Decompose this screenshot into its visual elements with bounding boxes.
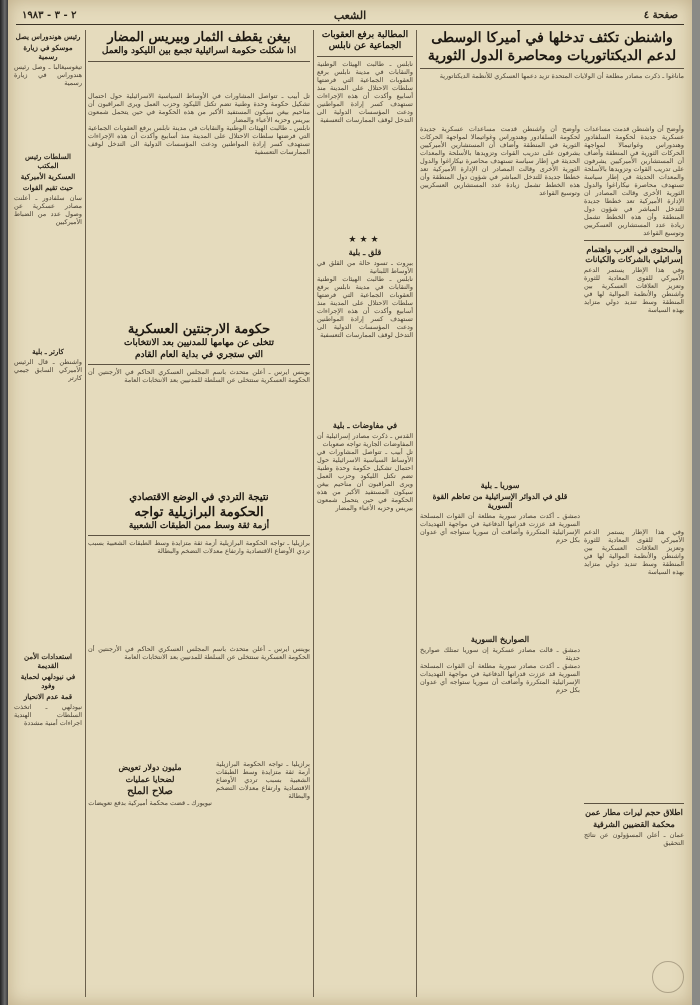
washington-text: وأوضح أن واشنطن قدمت مساعدات عسكرية جديدة لحكومة السلفادور وهندوراس وغواتيمالا لمواجهة الحركات الثورية في المنطقة وأضاف أن المستشارين الأميركيين يشرفون على تدريب القوات وتزويدها بالأسلحة والمعدات الحديثة في إطار سياسة تستهدف محاصرة نيكاراغوا والدول الثورية الأخرى وقالت المصادر ان الإدارة الأميركية تعد خططا جديدة للتدخل المباشر في شؤون دول المنطقة وأن هذه الخطط تشمل زيادة عدد المستشارين العسكريين وتوسيع القواعد <box>584 125 684 237</box>
misc-text: تيغوسيغالبا ـ وصل رئيس هندوراس في زيارة رسمية <box>14 63 82 87</box>
washington-text-cont: وفي هذا الإطار يستمر الدعم الأميركي للقوى المعادية للثورة وتعزيز العلاقات العسكرية بين واشنطن والأنظمة الموالية لها في المنطقة وسط تنديد دولي متزايد بهذه السياسة <box>584 528 684 576</box>
brazil-body <box>88 645 310 755</box>
begin-body <box>88 92 310 292</box>
begin-article-head <box>88 30 310 90</box>
salvador-text: سان سلفادور ـ أعلنت مصادر عسكرية عن وصول عدد من الضباط الأميركيين <box>14 194 82 226</box>
syria-text-cont: دمشق ـ أكدت مصادر سورية مطلعة أن القوات المسلحة السورية قد عززت قدراتها الدفاعية في مواجهة التهديدات الإسرائيلية المتكررة وأضافت أن سوريا ستواجه أي عدوان بكل حزم <box>420 662 580 694</box>
syria-article <box>420 125 580 475</box>
misc-headline-2: موسكو في زيارة رسمية <box>23 43 73 61</box>
divider <box>420 68 684 69</box>
compensation-text: نيويورك ـ قضت محكمة أميركية بدفع تعويضات <box>88 799 212 807</box>
officials-text: عمان ـ أعلن المسؤولون عن نتائج التحقيق <box>584 831 684 847</box>
negotiations-text: القدس ـ ذكرت مصادر إسرائيلية أن المفاوضات الجارية تواجه صعوبات <box>317 432 413 448</box>
sanctions-text-cont: نابلس ـ طالبت الهيئات الوطنية والنقابات في مدينة نابلس برفع العقوبات الجماعية التي فرضتها سلطات الاحتلال على المدينة منذ أسابيع وأكدت أن هذه الإجراءات تستهدف كسر إرادة المواطنين ودعت المؤسسات الدولية الى التدخل لوقف الممارسات التعسفية <box>317 275 413 339</box>
compensation-headline-1: مليون دولار تعويض <box>118 762 182 772</box>
argentina-article <box>88 322 310 472</box>
brazil-headline-3: أزمة ثقة وسط ممن الطبقات الشعبية <box>128 520 270 531</box>
syria-text: دمشق ـ أكدت مصادر سورية مطلعة أن القوات المسلحة السورية قد عززت قدراتها الدفاعية في مواجهة التهديدات الإسرائيلية المتكررة وأضافت أن سوريا ستواجه أي عدوان بكل حزم <box>420 512 580 544</box>
divider <box>88 535 310 536</box>
salvador-article <box>14 150 82 340</box>
argentina-subhead-1: تتخلى عن مهامها للمدنيين بعد الانتخابات <box>124 338 274 349</box>
divider <box>317 56 413 57</box>
binding-spine <box>0 0 8 1005</box>
library-stamp <box>652 961 684 993</box>
syria-intro-text: وأوضح أن واشنطن قدمت مساعدات عسكرية جديدة لحكومة السلفادور وهندوراس وغواتيمالا لمواجهة الحركات الثورية في المنطقة وأضاف أن المستشارين الأميركيين يشرفون على تدريب القوات وتزويدها بالأسلحة والمعدات الحديثة في إطار سياسة تستهدف محاصرة نيكاراغوا والدول الثورية الأخرى وقالت المصادر ان الإدارة الأميركية تعد خططا جديدة للتدخل المباشر في شؤون دول المنطقة وأن هذه الخطط تشمل زيادة عدد المستشارين العسكريين وتوسيع القواعد <box>420 125 580 197</box>
begin-headline: بيغن يقطف الثمار وبيريس المضار <box>107 30 291 45</box>
brazil-text-more: برازيليا ـ تواجه الحكومة البرازيلية أزمة ثقة متزايدة وسط الطبقات الشعبية بسبب تردي الأوضاع الاقتصادية وارتفاع معدلات التضخم والبطالة <box>216 760 310 800</box>
page-number: صفحة ٤ <box>643 10 678 21</box>
brazil-continued <box>216 760 310 990</box>
lebanon-text: بيروت ـ تسود حالة من القلق في الأوساط اللبنانية <box>317 259 413 275</box>
syria-subhead: قلق في الدوائر الإسرائيلية من تعاظم القوة السورية <box>432 492 568 510</box>
negotiations-article <box>317 418 413 718</box>
newspaper-page <box>8 0 692 1005</box>
syria-heading: سوريا ـ بلية <box>480 480 520 490</box>
carter-headline: كارتر ـ بلية <box>32 347 64 356</box>
misc-article <box>14 30 82 150</box>
page-edge <box>692 0 700 1005</box>
brazil-text-cont: بوينس ايرس ـ أعلن متحدث باسم المجلس العسكري الحاكم في الأرجنتين أن الحكومة العسكرية ستتخلى عن السلطة للمدنيين بعد الانتخابات العامة <box>88 645 310 661</box>
right-col-lower <box>584 528 684 798</box>
washington-subhead: والمحتوى في الغرب واهتمام إسرائيلي بالشركات والكيانات <box>585 244 683 264</box>
syria-section <box>420 478 580 628</box>
security-article <box>14 650 82 990</box>
washington-text-2: وفي هذا الإطار يستمر الدعم الأميركي للقوى المعادية للثورة وتعزيز العلاقات العسكرية بين واشنطن والأنظمة الموالية لها في المنطقة وسط تنديد دولي متزايد بهذه السياسة <box>584 266 684 314</box>
masthead <box>16 8 684 25</box>
salvador-headline-3: حيث تقيم القوات <box>22 183 74 192</box>
officials-headline-2: محكمة القضيين الشرقية <box>593 819 675 829</box>
argentina-subhead-2: التي ستجري في بداية العام القادم <box>134 349 264 360</box>
compensation-article <box>88 760 212 990</box>
column-rule <box>313 30 314 997</box>
washington-body <box>584 125 684 525</box>
column-rule <box>85 30 86 997</box>
carter-article <box>14 345 82 645</box>
carter-text: واشنطن ـ قال الرئيس الأميركي السابق جيمي كارتر <box>14 358 82 382</box>
brazil-headline-2: الحكومة البرازيلية تواجه <box>134 504 264 520</box>
washington-headline-2: لدعم الديكتاتوريات ومحاصرة الدول الثورية <box>427 47 677 64</box>
begin-subhead: اذا شكلت حكومة اسرائيلية تجمع بين الليكود والعمل <box>101 46 297 57</box>
divider <box>584 240 684 241</box>
negotiations-heading: في مفاوضات ـ بلية <box>332 420 398 430</box>
brazil-article <box>88 492 310 642</box>
argentina-text: بوينس ايرس ـ أعلن متحدث باسم المجلس العسكري الحاكم في الأرجنتين أن الحكومة العسكرية ستتخلى عن السلطة للمدنيين بعد الانتخابات العامة <box>88 367 310 384</box>
lebanon-article <box>317 235 413 415</box>
security-headline-3: قمة عدم الانحياز <box>23 692 73 701</box>
brazil-text: برازيليا ـ تواجه الحكومة البرازيلية أزمة ثقة متزايدة وسط الطبقات الشعبية بسبب تردي الأوضاع الاقتصادية وارتفاع معدلات التضخم والبطالة <box>88 539 310 555</box>
sanctions-text: نابلس ـ طالبت الهيئات الوطنية والنقابات في مدينة نابلس برفع العقوبات الجماعية التي فرضتها سلطات الاحتلال على المدينة منذ أسابيع وأكدت أن هذه الإجراءات تستهدف كسر إرادة المواطنين ودعت المؤسسات الدولية الى التدخل لوقف الممارسات التعسفية <box>317 59 413 124</box>
salvador-headline-2: العسكرية الأميركية <box>20 172 76 181</box>
security-text: نيودلهي ـ اتخذت السلطات الهندية اجراءات أمنية مشددة <box>14 703 82 727</box>
issue-date: ٢ - ٣ - ١٩٨٣ <box>22 10 77 21</box>
syria-missiles-text: دمشق ـ قالت مصادر عسكرية إن سوريا تمتلك صواريخ حديثة <box>420 646 580 662</box>
lebanon-heading: قلق ـ بلية <box>348 247 382 257</box>
misc-headline-1: رئيس هوندوراس يصل <box>15 32 81 41</box>
washington-article <box>420 30 684 122</box>
compensation-headline-2: لضحايا عمليات <box>125 774 175 784</box>
column-rule <box>416 30 417 997</box>
divider <box>88 61 310 62</box>
salvador-headline-1: السلطات رئيس المكتب <box>25 152 71 170</box>
security-headline-2: في نيودلهي لحماية وفود <box>20 672 76 690</box>
officials-headline-1: اطلاق حجم ليرات مطار عمن <box>585 807 683 817</box>
begin-text: تل أبيب ـ تتواصل المشاورات في الأوساط السياسية الاسرائيلية حول احتمال تشكيل حكومة وحدة وطنية تضم تكتل الليكود وحزب العمل ويرى المراقبون أن مناحيم بيغن سيكون المستفيد الأكبر من هذه الحكومة في حين يتحمل شمعون بيريس وحزبه الأعباء والمضار <box>88 92 310 124</box>
syria-missiles-heading: الصواريخ السورية <box>470 634 530 644</box>
washington-lead: ماناغوا ـ ذكرت مصادر مطلعة أن الولايات المتحدة تزيد دعمها العسكري للأنظمة الديكتاتورية <box>439 72 684 80</box>
divider <box>88 364 310 365</box>
compensation-headline-3: صلاح الملح <box>127 786 173 797</box>
washington-headline-1: واشنطن تكثف تدخلها في أميركا الوسطى <box>431 30 673 46</box>
brazil-headline-1: نتيجة التردي في الوضع الاقتصادي <box>129 492 269 503</box>
begin-text-2: نابلس ـ طالبت الهيئات الوطنية والنقابات في مدينة نابلس برفع العقوبات الجماعية التي فرضتها سلطات الاحتلال على المدينة منذ أسابيع وأكدت أن هذه الإجراءات تستهدف كسر إرادة المواطنين ودعت المؤسسات الدولية الى التدخل لوقف الممارسات التعسفية <box>88 124 310 156</box>
divider <box>584 803 684 804</box>
sanctions-headline: المطالبة برفع العقوبات الجماعية عن نابلس <box>321 30 409 52</box>
begin-text-cont: تل أبيب ـ تتواصل المشاورات في الأوساط السياسية الاسرائيلية حول احتمال تشكيل حكومة وحدة وطنية تضم تكتل الليكود وحزب العمل ويرى المراقبون أن مناحيم بيغن سيكون المستفيد الأكبر من هذه الحكومة في حين يتحمل شمعون بيريس وحزبه الأعباء والمضار <box>317 448 413 512</box>
sanctions-article <box>317 30 413 230</box>
paper-name: الشعب <box>333 9 367 22</box>
separator-stars: ★★★ <box>348 235 382 245</box>
security-headline-1: استعدادات الأمن القديمة <box>23 652 73 670</box>
syria-missiles-article <box>420 632 580 992</box>
argentina-headline: حكومة الارجنتين العسكرية <box>127 322 271 337</box>
